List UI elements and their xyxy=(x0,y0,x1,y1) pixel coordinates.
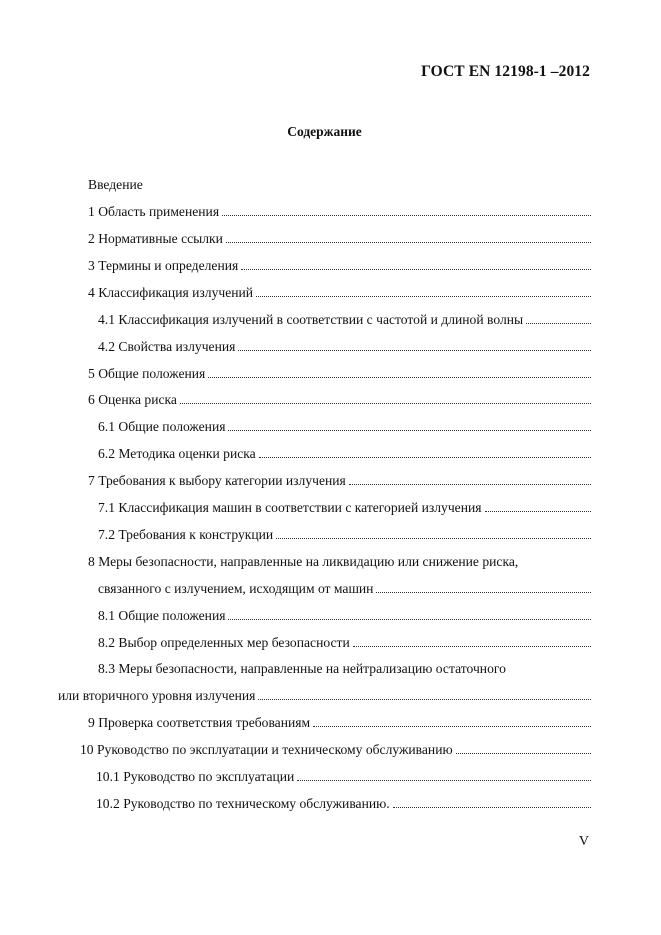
toc-entry-label: 2 Нормативные ссылки xyxy=(88,231,223,246)
toc-entry[interactable] xyxy=(98,446,591,462)
toc-entry[interactable] xyxy=(98,581,591,597)
toc-entry[interactable] xyxy=(88,231,591,247)
toc-entry-label: 6 Оценка риска xyxy=(88,392,177,407)
toc-entry-label: связанного с излучением, исходящим от машин xyxy=(98,581,374,596)
toc-entry[interactable] xyxy=(98,635,591,651)
toc-entry[interactable] xyxy=(88,392,591,408)
toc-intro: Введение xyxy=(88,177,143,192)
toc-entry-label: 4.1 Классификация излучений в соответствии с частотой и длиной волны xyxy=(98,312,524,327)
toc-entry[interactable] xyxy=(80,742,591,758)
dot-leader xyxy=(456,753,591,754)
toc-entry-label: 7.1 Классификация машин в соответствии с категорией излучения xyxy=(98,500,482,515)
toc-entry[interactable] xyxy=(96,769,591,785)
toc-entry-first-line[interactable]: 8 Меры безопасности, направленные на ликвидацию или снижение риска, xyxy=(88,554,519,569)
dot-leader xyxy=(241,269,591,270)
dot-leader xyxy=(313,726,591,727)
toc-entry-label: 8.1 Общие положения xyxy=(98,608,226,623)
dot-leader xyxy=(349,484,591,485)
toc-entry-label: или вторичного уровня излучения xyxy=(58,688,256,703)
toc-entry[interactable] xyxy=(88,204,591,220)
toc-entry-first-line[interactable]: 8.3 Меры безопасности, направленные на нейтрализацию остаточного xyxy=(98,661,506,676)
toc-entry-label: 5 Общие положения xyxy=(88,366,206,381)
dot-leader xyxy=(297,780,591,781)
toc-entry[interactable] xyxy=(88,258,591,274)
toc-entry-label: 6.1 Общие положения xyxy=(98,419,226,434)
toc-entry-label: 1 Область применения xyxy=(88,204,220,219)
toc-entry[interactable] xyxy=(88,285,591,301)
toc-entry[interactable] xyxy=(98,500,591,516)
toc-entry[interactable] xyxy=(98,419,591,435)
dot-leader xyxy=(226,242,591,243)
toc-entry[interactable] xyxy=(88,715,591,731)
toc-entry-label: 10.1 Руководство по эксплуатации xyxy=(96,769,295,784)
dot-leader xyxy=(276,538,591,539)
toc-entry[interactable] xyxy=(98,312,591,328)
dot-leader xyxy=(258,699,591,700)
dot-leader xyxy=(228,619,591,620)
dot-leader xyxy=(222,215,591,216)
toc-entry-label: 7 Требования к выбору категории излучения xyxy=(88,473,346,488)
toc-entry-label: 4 Классификация излучений xyxy=(88,285,254,300)
dot-leader xyxy=(208,377,591,378)
dot-leader xyxy=(238,350,591,351)
toc-entry[interactable] xyxy=(98,608,591,624)
dot-leader xyxy=(228,430,591,431)
toc-entry[interactable] xyxy=(88,473,591,489)
toc-entry-label: 10 Руководство по эксплуатации и техническому обслуживанию xyxy=(80,742,453,757)
toc-entry[interactable] xyxy=(88,366,591,382)
toc-entry-label: 6.2 Методика оценки риска xyxy=(98,446,256,461)
toc-entry-label: 9 Проверка соответствия требованиям xyxy=(88,715,311,730)
dot-leader xyxy=(256,296,591,297)
toc-entry[interactable] xyxy=(58,688,591,704)
toc-entry-label: 3 Термины и определения xyxy=(88,258,239,273)
dot-leader xyxy=(259,457,591,458)
dot-leader xyxy=(393,807,591,808)
toc-entry-label: 7.2 Требования к конструкции xyxy=(98,527,274,542)
standard-code: ГОСТ EN 12198-1 –2012 xyxy=(421,63,590,80)
toc-entry[interactable] xyxy=(96,796,591,812)
page-number: V xyxy=(578,834,589,849)
toc-entry[interactable] xyxy=(98,527,591,543)
toc-entry-label: 10.2 Руководство по техническому обслуживанию. xyxy=(96,796,390,811)
dot-leader xyxy=(180,403,591,404)
toc-entry-label: 4.2 Свойства излучения xyxy=(98,339,236,354)
dot-leader xyxy=(526,323,591,324)
dot-leader xyxy=(376,592,591,593)
toc-entry[interactable] xyxy=(98,339,591,355)
dot-leader xyxy=(353,646,591,647)
toc-title: Содержание xyxy=(287,124,362,139)
dot-leader xyxy=(485,511,591,512)
toc-entry-label: 8.2 Выбор определенных мер безопасности xyxy=(98,635,350,650)
